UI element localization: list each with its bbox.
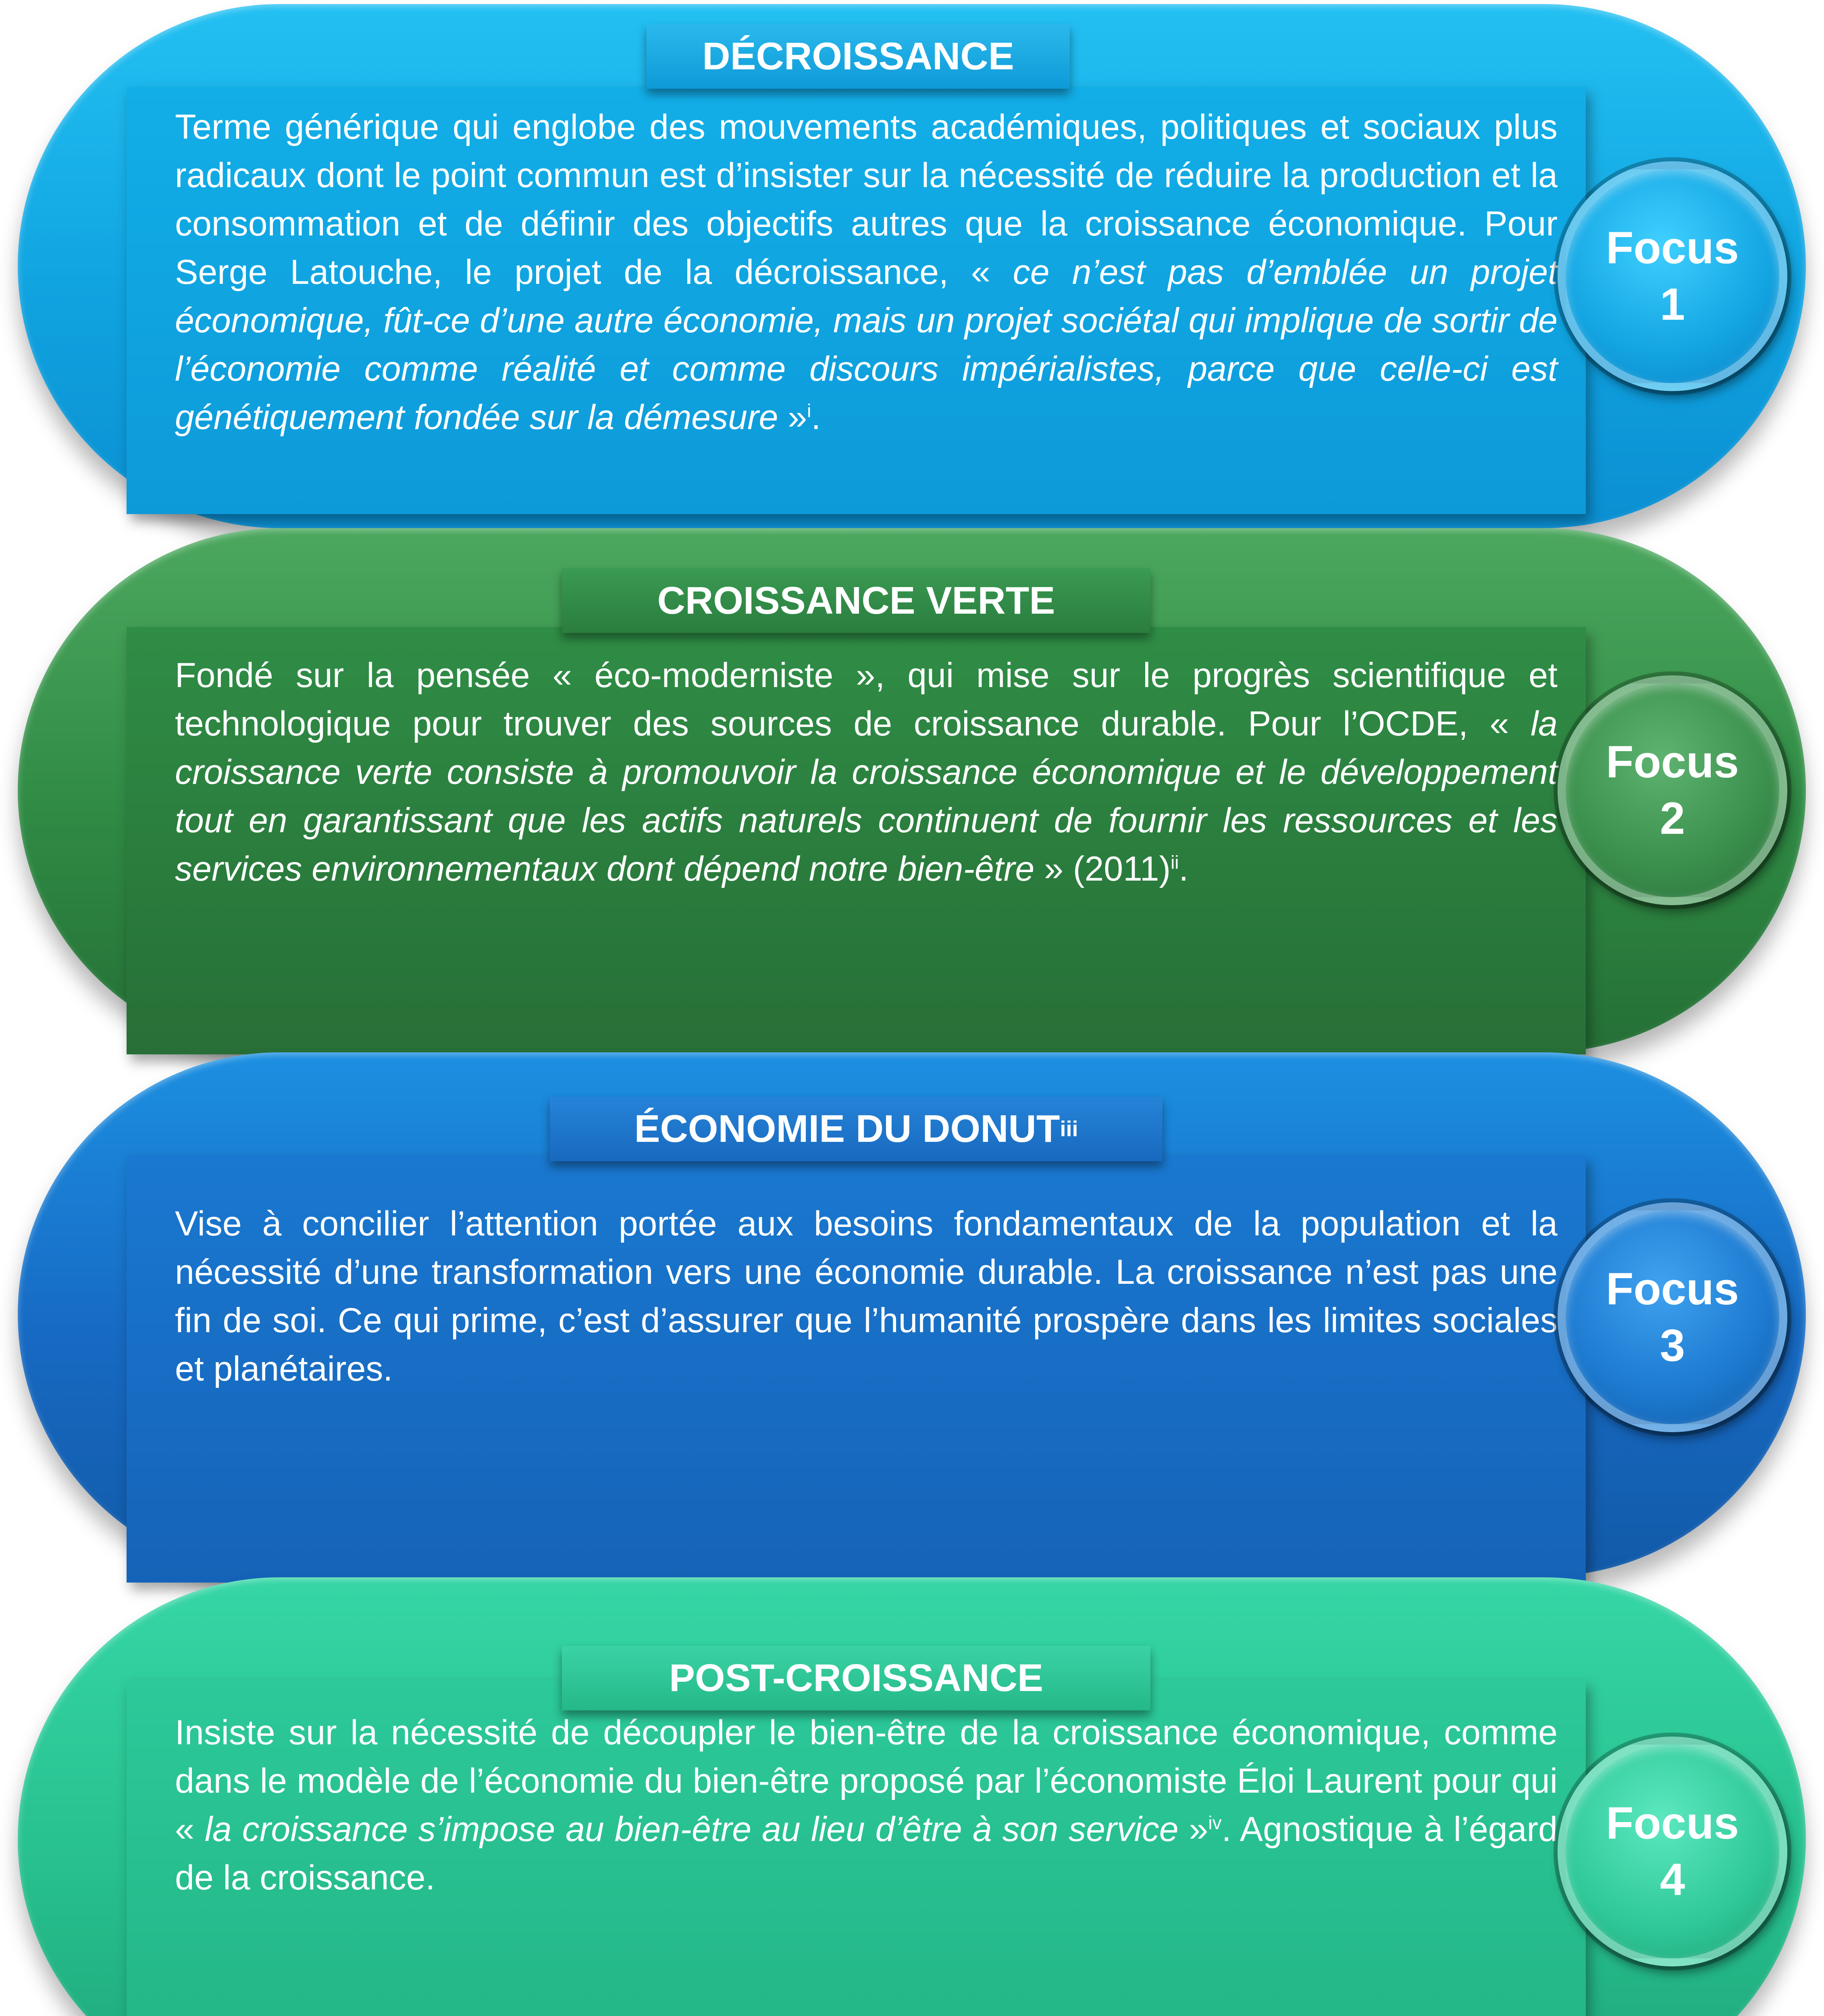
concept-title [647, 24, 1070, 89]
band-economie-du-donut [18, 1052, 1806, 1577]
concept-title [562, 569, 1150, 633]
focus-badge [1558, 161, 1787, 391]
definition-quote-close: » (2011) [1034, 850, 1171, 888]
definition-quote: la croissance s’impose au bien-être au lieu d’être à son service [204, 1810, 1179, 1849]
focus-number: 2 [1660, 793, 1685, 843]
definition-end: . [811, 398, 821, 437]
focus-badge [1558, 1202, 1787, 1432]
definition-text [175, 651, 1558, 893]
text-panel [127, 627, 1586, 1054]
definition-plain: Insiste sur la nécessité de découpler le bien-être de la croissance économique, comme dans le modèle de l’économie du bien-être proposé par l’économiste Éloi Laurent pour qui « [175, 1713, 1558, 1849]
title-text: POST-CROISSANCE [669, 1656, 1044, 1699]
text-panel [127, 1680, 1586, 2016]
focus-label: Focus [1606, 1264, 1739, 1314]
focus-label: Focus [1606, 1798, 1739, 1848]
text-panel [127, 87, 1586, 514]
footnote-marker: iv [1208, 1812, 1222, 1833]
definition-end: . [1179, 850, 1189, 888]
focus-badge [1558, 675, 1787, 905]
footnote-marker: i [807, 400, 811, 421]
definition-text [175, 103, 1558, 442]
focus-number: 4 [1660, 1854, 1685, 1905]
band-croissance-verte [18, 528, 1806, 1052]
concept-title [562, 1646, 1150, 1710]
focus-number: 1 [1660, 279, 1685, 329]
definition-plain: Fondé sur la pensée « éco-moderniste », qui mise sur le progrès scientifique et technologique pour trouver des sources de croissance durable. Pour l’OCDE, « [175, 656, 1558, 743]
band-post-croissance [18, 1577, 1806, 2016]
focus-label: Focus [1606, 223, 1739, 273]
band-decroissance [18, 4, 1806, 528]
footnote-marker: ii [1171, 852, 1179, 873]
focus-number: 3 [1660, 1320, 1685, 1370]
concept-title: ÉCONOMIE DU DONUT iii [550, 1097, 1163, 1161]
definition-end: . Agnostique à l’égard de la croissance. [175, 1810, 1558, 1897]
definition-quote-close: » [1178, 1810, 1208, 1849]
title-text: DÉCROISSANCE [702, 35, 1014, 78]
title-text: CROISSANCE VERTE [657, 579, 1055, 622]
definition-quote-close: » [778, 398, 807, 437]
definition-text [175, 1200, 1558, 1393]
definition-quote: ce n’est pas d’emblée un projet économique, fût-ce d’une autre économie, mais un projet sociétal qui implique de sortir de l’économie comme réalité et comme discours impérialistes, parce que celle-ci est génétiquement fondée sur la démesure [175, 253, 1558, 437]
focus-label: Focus [1606, 737, 1739, 787]
title-text: ÉCONOMIE DU DONUT [634, 1107, 1060, 1150]
definition-text [175, 1708, 1558, 1902]
text-panel [127, 1155, 1586, 1583]
definition-plain: Terme générique qui englobe des mouvements académiques, politiques et sociaux plus radicaux dont le point commun est d’insister sur la nécessité de réduire la production et la consommation et de définir des objectifs autres que la croissance économique. Pour Serge Latouche, le projet de la décroissance, « [175, 108, 1558, 292]
definition-plain: Vise à concilier l’attention portée aux besoins fondamentaux de la population et la nécessité d’une transformation vers une économie durable. La croissance n’est pas une fin de soi. Ce qui prime, c’est d’assurer que l’humanité prospère dans les limites sociales et planétaires. [175, 1204, 1558, 1388]
focus-badge [1558, 1737, 1787, 1966]
definition-quote: la croissance verte consiste à promouvoir la croissance économique et le développement tout en garantissant que les actifs naturels continuent de fournir les ressources et les services environnementaux dont dépend notre bien-être [175, 704, 1558, 888]
